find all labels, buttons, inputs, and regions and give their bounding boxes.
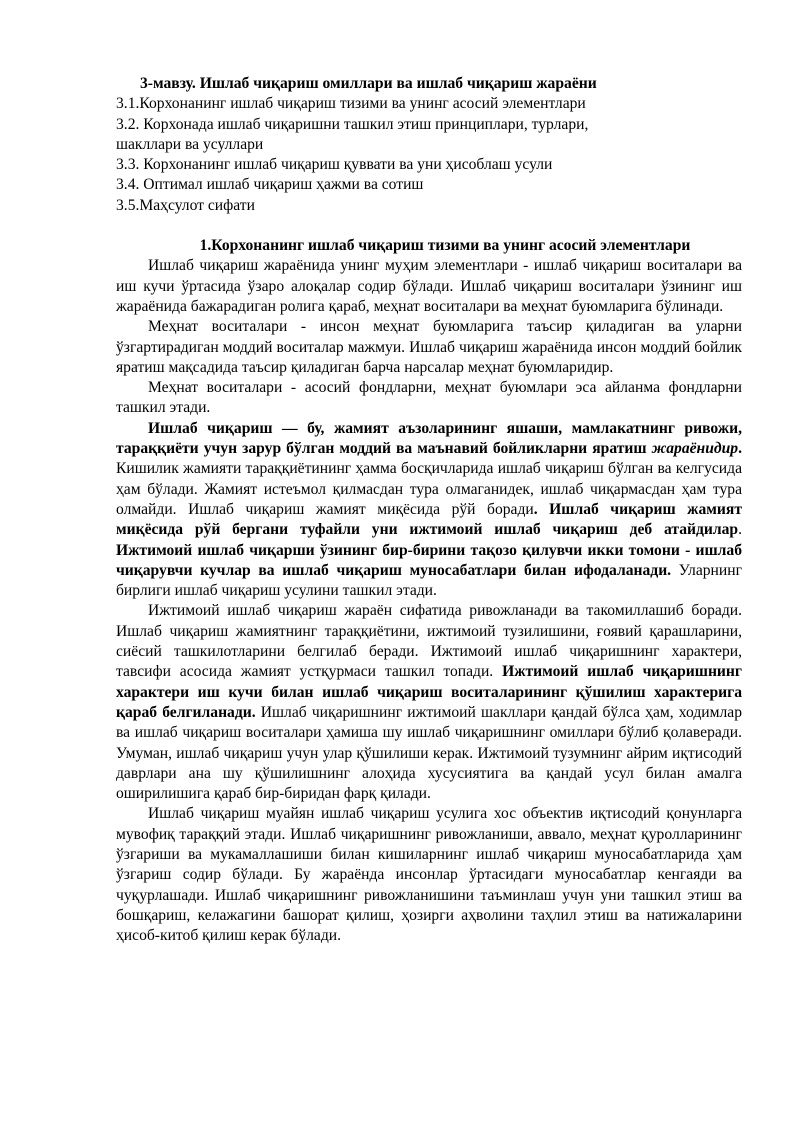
toc-item — [116, 94, 742, 114]
spacer — [116, 216, 742, 236]
paragraph-4 — [116, 419, 742, 602]
toc-item — [116, 175, 742, 195]
body-text: Уларнинг бирлиги ишлаб чиқариш усулини ташкил этади. — [116, 561, 742, 600]
bold-text: Ижтимоий ишлаб чиқарши ўзининг бир-бирини тақозо қилувчи икки томони - ишлаб чиқарувчи кучлар ва ишлаб чиқариш муносабатлари билан ифодаланади. — [116, 541, 742, 579]
bold-italic-text: жараёнидир — [651, 440, 739, 458]
bold-text: Ишлаб чиқариш — бу, жамият аъзоларининг яшаши, мамлакатнинг ривожи, тараққиёти учун зарур бўлган моддий ва маънавий бойликларни яратиш — [116, 419, 742, 458]
toc-text: Оптимал ишлаб чиқариш ҳажми ва сотиш — [143, 176, 424, 194]
paragraph-6: Ишлаб чиқариш муайян ишлаб чиқариш усулига хос объектив иқтисодий қонунларга мувофиқ тараққий этади. Ишлаб чиқаришнинг ривожланиши, аввало, меҳнат қуролларининг ўзгариши ва мукамаллашиши билан кишиларнинг ишлаб чиқариш муносабатларида ҳам ўзгариш содир бўлади. Бу жараёнда инсонлар ўртасидаги муносабатлар кенгаяди ва чуқурлашади. Ишлаб чиқаришнинг ривожланишини таъминлаш учун уни ташкил этиш ва бошқариш, келажагини башорат қилиш, ҳозирги аҳволини таҳлил этиш ва натижаларини ҳисоб-китоб қилиш керак бўлади. — [116, 805, 742, 945]
document-page — [116, 74, 742, 946]
bold-text: Ижтимоий ишлаб чиқаришнинг характери иш кучи билан ишлаб чиқариш воситаларининг қўшилиш характерига қараб белгиланади. — [116, 663, 742, 721]
toc-number: 3.2. — [116, 115, 144, 133]
toc-text: Корхонанинг ишлаб чиқариш қуввати ва уни ҳисоблаш усули — [143, 156, 553, 174]
paragraph-1: Ишлаб чиқариш жараёнида унинг муҳим элементлари - ишлаб чиқариш воситалари ва иш кучи ўртасида ўзаро алоқалар содир бўлади. Ишлаб чиқариш воситалари ўзининг иш жараёнида бажарадиган ролига қараб, меҳнат воситалари ва меҳнат буюмларига бўлинади. — [116, 257, 742, 315]
toc-item — [116, 155, 742, 175]
toc-number: 3.4. — [116, 176, 144, 194]
table-of-contents — [116, 94, 742, 216]
toc-text: Корхонанинг ишлаб чиқариш тизими ва унинг асосий элементлари — [139, 95, 586, 113]
toc-text: Маҳсулот сифати — [139, 196, 255, 214]
toc-number: 3.3. — [116, 156, 144, 174]
toc-number: 3.1. — [116, 95, 140, 113]
paragraph-3: Меҳнат воситалари - асосий фондларни, меҳнат буюмлари эса айланма фондларни ташкил этади. — [116, 379, 742, 417]
body-text: Ижтимоий ишлаб чиқариш жараён сифатида ривожланади ва такомиллашиб боради. Ишлаб чиқариш жамиятнинг тараққиётини, ижтимоий тузилишини, ғоявий қарашларини, сиёсий ташкилотларини белгилаб беради. Ижтимоий ишлаб чиқаришнинг характери, тавсифи асосида жамият устқурмаси ташкил топади. — [116, 602, 742, 681]
body-text: . — [738, 521, 742, 539]
body-text: Ишлаб чиқаришнинг ижтимоий шакллари қандай бўлса ҳам, ходимлар ва ишлаб чиқариш воситалари ҳамиша шу ишлаб чиқаришнинг омиллари бўлиб қолаверади. Умуман, ишлаб чиқариш учун улар қўшилиши керак. Ижтимоий тузумнинг айрим иқтисодий даврлари ана шу қўшилишнинг алоҳида хусусиятига ва қандай усул билан амалга оширилишига қараб бир-биридан фарқ қилади. — [116, 703, 742, 803]
toc-item — [116, 196, 742, 216]
toc-item — [116, 115, 742, 135]
paragraph-2: Меҳнат воситалари - инсон меҳнат буюмларига таъсир қиладиган ва уларни ўзгартирадиган моддий воситалар мажмуи. Ишлаб чиқариш жараёнида инсон моддий бойлик яратиш мақсадида таъсир қиладиган барча нарсалар меҳнат буюмларидир. — [116, 318, 742, 376]
toc-item — [116, 135, 742, 155]
toc-text: шакллари ва усуллари — [116, 135, 264, 153]
bold-text: . — [738, 440, 742, 458]
toc-number: 3.5. — [116, 196, 140, 214]
document-title: 3-мавзу. Ишлаб чиқариш омиллари ва ишлаб чиқариш жараёни — [140, 75, 597, 92]
body-text: Кишилик жамияти тараққиётининг ҳамма босқичларида ишлаб чиқариш бўлган ва келгусида ҳам бўлади. Жамият истеъмол қилмасдан тура олмаганидек, ишлаб чиқармасдан ҳам тура олмайди. Ишлаб чиқариш жамият миқёсида рўй боради — [116, 460, 742, 518]
toc-text: Корхонада ишлаб чиқаришни ташкил этиш принциплари, турлари, — [143, 115, 589, 133]
bold-text: . Ишлаб чиқариш жамият миқёсида рўй бергани туфайли уни ижтимоий ишлаб чиқариш деб атайдилар — [116, 500, 742, 539]
section-title: 1.Корхонанинг ишлаб чиқариш тизими ва унинг асосий элементлари — [199, 237, 691, 255]
paragraph-5 — [116, 601, 742, 804]
